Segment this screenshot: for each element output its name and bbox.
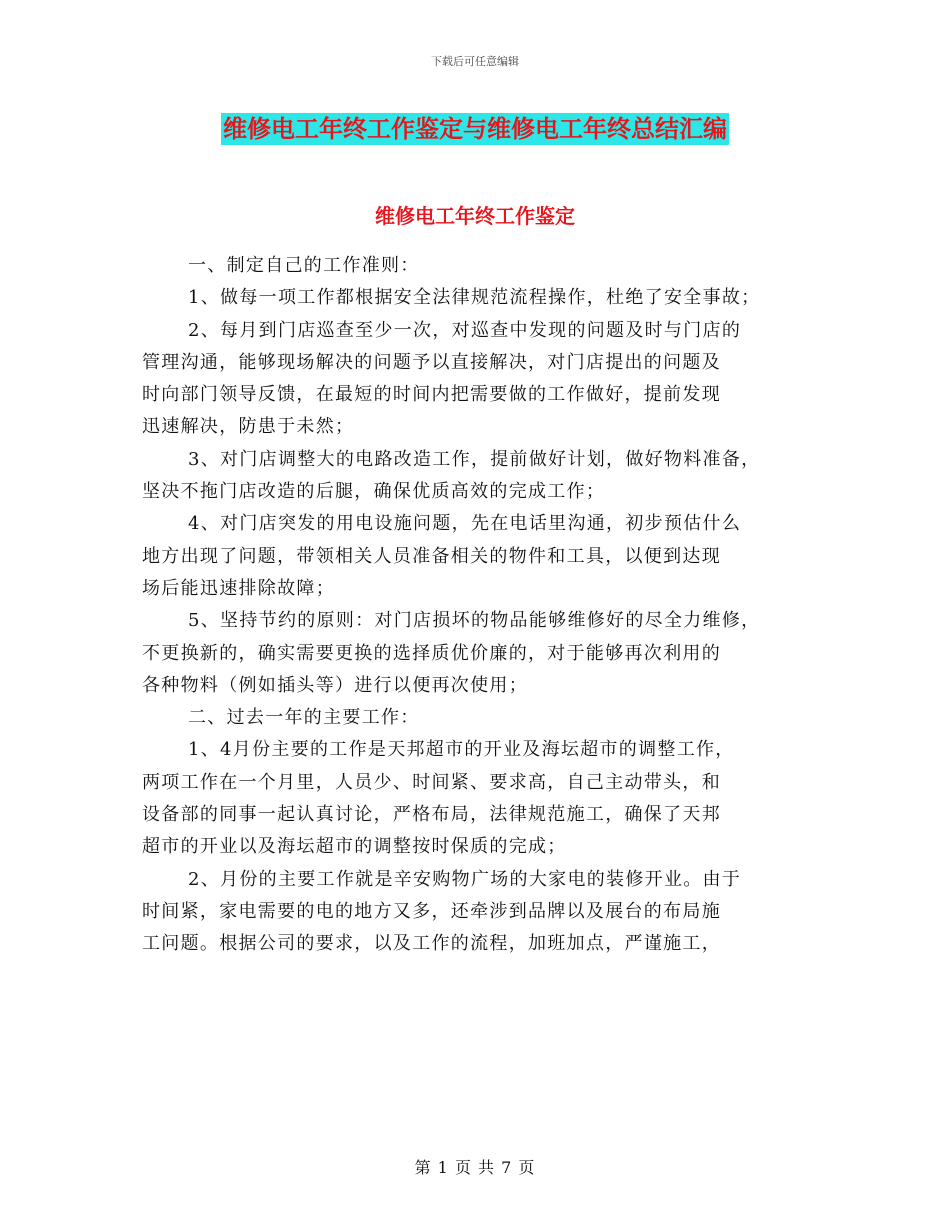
paragraph-line: 两项工作在一个月里，人员少、时间紧、要求高，自己主动带头，和 — [142, 771, 721, 793]
header-note: 下载后可任意编辑 — [431, 55, 519, 68]
paragraph-line: 迅速解决，防患于未然； — [142, 416, 355, 438]
paragraph-line: 时间紧，家电需要的电的地方又多，还牵涉到品牌以及展台的布局施 — [142, 900, 721, 922]
paragraph-line: 4、对门店突发的用电设施问题，先在电话里沟通，初步预估什么 — [188, 513, 742, 535]
paragraph-line: 设备部的同事一起认真讨论，严格布局，法律规范施工，确保了天邦 — [142, 804, 721, 826]
paragraph-line: 坚决不拖门店改造的后腿，确保优质高效的完成工作； — [142, 481, 606, 503]
paragraph-line: 2、每月到门店巡查至少一次，对巡查中发现的问题及时与门店的 — [188, 319, 742, 341]
paragraph-line: 超市的开业以及海坛超市的调整按时保质的完成； — [142, 836, 567, 858]
paragraph-line: 2、月份的主要工作就是辛安购物广场的大家电的装修开业。由于 — [188, 868, 742, 890]
section-title: 维修电工年终工作鉴定 — [375, 204, 575, 228]
paragraph-line: 1、4月份主要的工作是天邦超市的开业及海坛超市的调整工作， — [188, 739, 735, 761]
document-title: 维修电工年终工作鉴定与维修电工年终总结汇编 — [223, 115, 727, 143]
paragraph-line: 1、做每一项工作都根据安全法律规范流程操作，杜绝了安全事故； — [188, 287, 761, 309]
document-body — [142, 250, 822, 961]
paragraph-line: 地方出现了问题，带领相关人员准备相关的物件和工具，以便到达现 — [142, 545, 721, 567]
page-footer: 第 1 页 共 7 页 — [414, 1158, 536, 1177]
paragraph-line: 一、制定自己的工作准则： — [188, 255, 420, 276]
paragraph-line: 工问题。根据公司的要求，以及工作的流程，加班加点，严谨施工， — [142, 933, 721, 955]
paragraph-line: 场后能迅速排除故障； — [142, 577, 335, 599]
paragraph-line: 5、坚持节约的原则：对门店损坏的物品能够维修好的尽全力维修， — [188, 610, 761, 632]
paragraph-line: 各种物料（例如插头等）进行以便再次使用； — [142, 674, 528, 696]
paragraph-line: 二、过去一年的主要工作： — [188, 707, 420, 729]
paragraph-line: 3、对门店调整大的电路改造工作，提前做好计划，做好物料准备， — [188, 448, 761, 470]
paragraph-line: 管理沟通，能够现场解决的问题予以直接解决，对门店提出的问题及 — [142, 351, 721, 373]
title-container — [0, 113, 950, 145]
paragraph-line: 不更换新的，确实需要更换的选择质优价廉的，对于能够再次利用的 — [142, 642, 721, 664]
paragraph-line: 时向部门领导反馈，在最短的时间内把需要做的工作做好，提前发现 — [142, 384, 721, 406]
